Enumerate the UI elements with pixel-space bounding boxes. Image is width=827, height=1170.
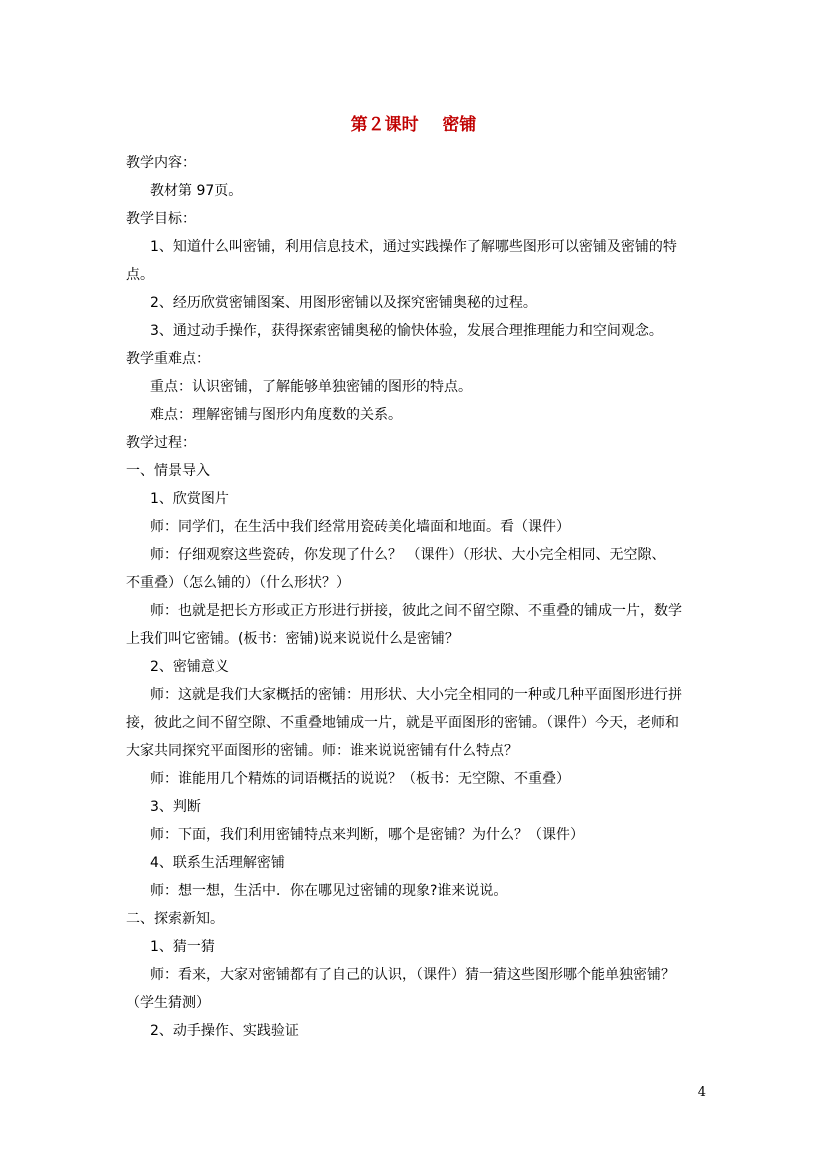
- text-line: 师：看来，大家对密铺都有了自己的认识，（课件）猜一猜这些图形哪个能单独密铺？: [150, 967, 675, 983]
- text-line: 1、猜一猜: [150, 939, 215, 955]
- text-line: 不重叠）（怎么铺的）（什么形状？）: [126, 575, 350, 591]
- page-number: 4: [697, 1085, 706, 1100]
- text-line: 2、经历欣赏密铺图案、用图形密铺以及探究密铺奥秘的过程。: [150, 295, 537, 311]
- text-line: 一、情景导入: [126, 463, 210, 479]
- text-line: 难点：理解密铺与图形内角度数的关系。: [150, 407, 402, 423]
- text-line: 师：谁能用几个精炼的词语概括的说说？（板书：无空隙、不重叠）: [150, 771, 570, 787]
- text-line: 师：也就是把长方形或正方形进行拼接，彼此之间不留空隙、不重叠的铺成一片，数学: [150, 603, 682, 619]
- text-line: 教学目标：: [126, 211, 196, 227]
- text-line: 教学过程：: [126, 435, 196, 451]
- page-title: 第２课时 密铺: [350, 115, 477, 135]
- text-line: 1、欣赏图片: [150, 491, 229, 507]
- text-line: 上我们叫它密铺。(板书：密铺)说来说说什么是密铺？: [126, 631, 459, 647]
- text-line: 1、知道什么叫密铺，利用信息技术，通过实践操作了解哪些图形可以密铺及密铺的特: [150, 239, 677, 255]
- text-line: （学生猜测）: [126, 995, 210, 1011]
- document-body: [126, 149, 706, 1045]
- text-line: 二、探索新知。: [126, 911, 224, 927]
- text-line: 3、通过动手操作，获得探索密铺奥秘的愉快体验，发展合理推理能力和空间观念。: [150, 323, 663, 339]
- text-line: 大家共同探究平面图形的密铺。师：谁来说说密铺有什么特点？: [126, 743, 518, 759]
- text-line: 师：仔细观察这些瓷砖，你发现了什么？ （课件）（形状、大小完全相同、无空隙、: [150, 547, 666, 563]
- text-line: 师：同学们，在生活中我们经常用瓷砖美化墙面和地面。看（课件）: [150, 519, 570, 535]
- text-line: 师：这就是我们大家概括的密铺：用形状、大小完全相同的一种或几种平面图形进行拼: [150, 687, 682, 703]
- text-line: 师：下面，我们利用密铺特点来判断，哪个是密铺？为什么？（课件）: [150, 827, 584, 843]
- text-line: 教学重难点：: [126, 351, 210, 367]
- text-line: 3、判断: [150, 799, 201, 815]
- text-line: 点。: [126, 267, 154, 283]
- text-line: 教学内容：: [126, 155, 196, 171]
- text-line: 2、动手操作、实践验证: [150, 1023, 299, 1039]
- text-line: 2、密铺意义: [150, 659, 229, 675]
- text-line: 教材第 97页。: [150, 183, 243, 199]
- text-line: 接，彼此之间不留空隙、不重叠地铺成一片，就是平面图形的密铺。（课件）今天，老师和: [126, 715, 679, 731]
- text-line: 重点：认识密铺，了解能够单独密铺的图形的特点。: [150, 379, 472, 395]
- text-line: 4、联系生活理解密铺: [150, 855, 285, 871]
- text-line: 师：想一想，生活中．你在哪见过密铺的现象?谁来说说。: [150, 883, 508, 899]
